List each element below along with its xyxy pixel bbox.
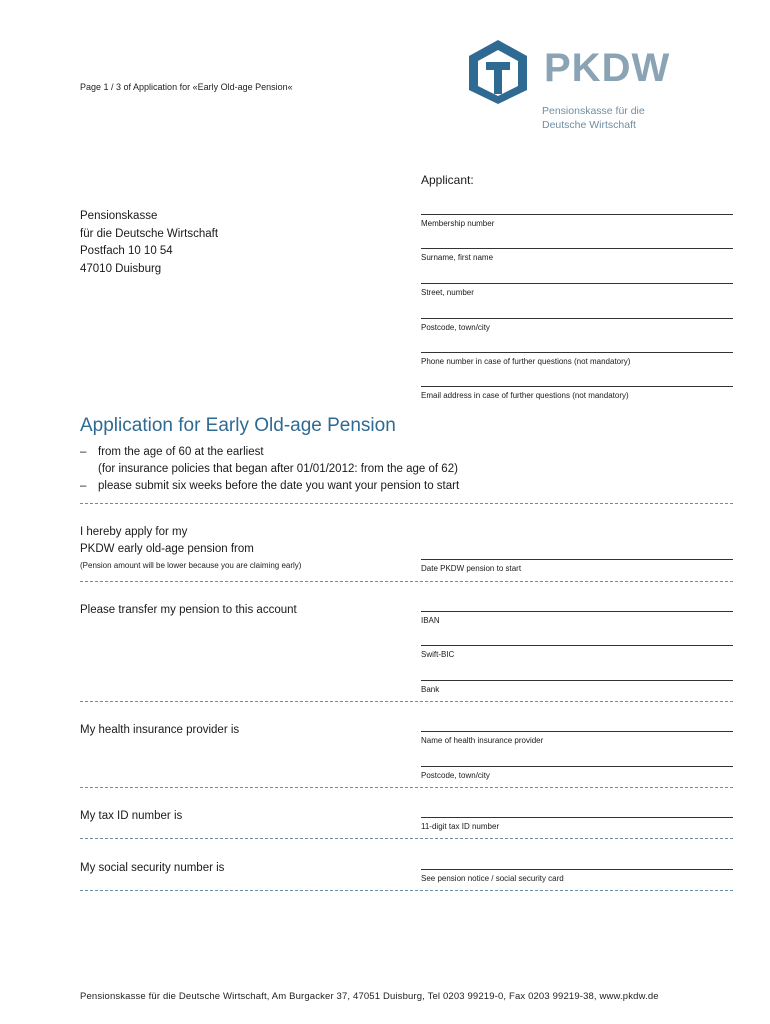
field-label: Street, number xyxy=(421,288,474,297)
footer-contact: Pensionskasse für die Deutsche Wirtschaft, Am Burgacker 37, 47051 Duisburg, Tel 0203 99219-0, Fax 0203 99219-38, www.pkdw.de xyxy=(80,991,659,1002)
bullet-item xyxy=(80,478,459,495)
bullet-text: from the age of 60 at the earliest xyxy=(98,446,264,458)
bullet-dash: – xyxy=(80,446,87,458)
logo-subtitle-line: Deutsche Wirtschaft xyxy=(542,119,636,131)
health-postcode-field[interactable] xyxy=(421,766,733,780)
bullet-item xyxy=(80,444,459,461)
info-bullets xyxy=(80,444,459,495)
field-label: Phone number in case of further questions (not mandatory) xyxy=(421,357,631,366)
field-label: See pension notice / social security card xyxy=(421,874,564,883)
pkdw-logo-icon xyxy=(466,38,530,106)
field-label: Name of health insurance provider xyxy=(421,736,544,745)
social-security-field[interactable] xyxy=(421,869,733,883)
section-divider xyxy=(80,787,733,788)
section-divider xyxy=(80,701,733,702)
bullet-dash: – xyxy=(80,480,87,492)
address-line: Pensionskasse xyxy=(80,210,158,222)
apply-line: I hereby apply for my xyxy=(80,526,188,538)
section-divider xyxy=(80,890,733,891)
field-label: Postcode, town/city xyxy=(421,323,490,332)
social-security-label: My social security number is xyxy=(80,862,225,874)
field-label: Email address in case of further questions (not mandatory) xyxy=(421,391,629,400)
logo-wordmark: PKDW xyxy=(544,46,671,90)
email-field[interactable] xyxy=(421,386,733,400)
bullet-text: please submit six weeks before the date you want your pension to start xyxy=(98,480,460,492)
pkdw-logo xyxy=(466,38,676,108)
health-provider-field[interactable] xyxy=(421,731,733,745)
apply-label xyxy=(80,524,254,558)
field-label: Date PKDW pension to start xyxy=(421,564,522,573)
field-label: 11-digit tax ID number xyxy=(421,822,500,831)
field-label: Membership number xyxy=(421,219,495,228)
address-line: für die Deutsche Wirtschaft xyxy=(80,227,219,240)
field-label: Swift-BIC xyxy=(421,650,455,659)
membership-number-field[interactable] xyxy=(421,214,733,228)
postcode-field[interactable] xyxy=(421,318,733,332)
swift-bic-field[interactable] xyxy=(421,645,733,659)
pension-start-date-field[interactable] xyxy=(421,559,733,573)
surname-field[interactable] xyxy=(421,248,733,262)
phone-field[interactable] xyxy=(421,352,733,366)
apply-note: (Pension amount will be lower because you are claiming early) xyxy=(80,561,302,570)
bank-field[interactable] xyxy=(421,680,733,694)
street-field[interactable] xyxy=(421,283,733,297)
field-label: Postcode, town/city xyxy=(421,771,490,780)
logo-subtitle-line: Pensionskasse für die xyxy=(542,105,645,117)
recipient-address xyxy=(80,208,218,278)
field-label: IBAN xyxy=(421,616,440,625)
iban-field[interactable] xyxy=(421,611,733,625)
bullet-text: (for insurance policies that began after 01/01/2012: from the age of 62) xyxy=(98,463,458,475)
field-label: Surname, first name xyxy=(421,253,494,262)
tax-id-field[interactable] xyxy=(421,817,733,831)
bullet-item xyxy=(80,461,459,478)
section-divider xyxy=(80,503,733,504)
section-divider xyxy=(80,838,733,839)
transfer-label: Please transfer my pension to this account xyxy=(80,604,297,616)
page-info: Page 1 / 3 of Application for «Early Old-age Pension« xyxy=(80,82,293,92)
bullet-dash xyxy=(80,461,98,478)
field-label: Bank xyxy=(421,685,440,694)
section-divider xyxy=(80,581,733,582)
address-line: 47010 Duisburg xyxy=(80,262,162,275)
page-title: Application for Early Old-age Pension xyxy=(80,415,396,436)
apply-line: PKDW early old-age pension from xyxy=(80,543,254,555)
applicant-heading: Applicant: xyxy=(421,173,474,187)
logo-subtitle xyxy=(542,104,645,132)
health-label: My health insurance provider is xyxy=(80,724,240,736)
address-line: Postfach 10 10 54 xyxy=(80,245,173,257)
tax-label: My tax ID number is xyxy=(80,810,183,822)
